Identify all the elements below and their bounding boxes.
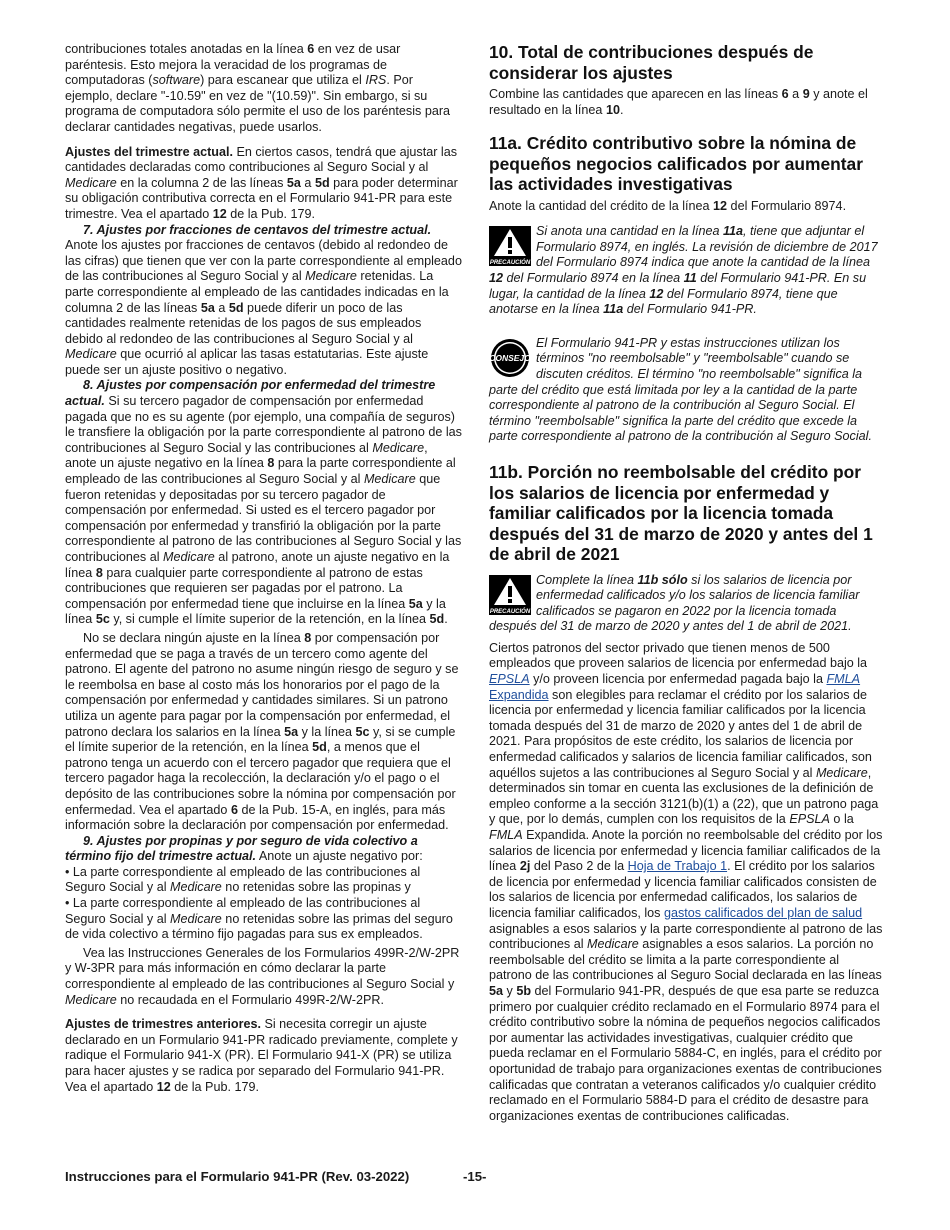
inline-link[interactable]: EPSLA: [489, 672, 530, 687]
inline-link[interactable]: gastos calificados del plan de salud: [663, 905, 863, 920]
bold-text: 5a: [489, 983, 504, 998]
bold-text: 5c: [355, 724, 370, 739]
tip-icon: [489, 338, 531, 378]
bold-text: 5b: [516, 983, 532, 998]
bold-text: 8: [267, 456, 275, 471]
caution-note-11a: [489, 224, 884, 318]
italic-text: FMLA: [489, 828, 523, 842]
paragraph-prior-quarter-adjustments: Ajustes de trimestres anteriores. Si necesita corregir un ajuste declarado en un Formulario 941-PR radicado previamente, complete y radique el Formulario 941-X (PR). El Formulario 941-X (PR) se utiliza para hacer ajustes y se radica por separado del Formulario 941-PR. Vea el apartado 12 de la Pub. 179.: [65, 1017, 458, 1094]
tip-text: El Formulario 941-PR y estas instrucciones utilizan los términos "no reembolsable" y "reembolsable" cuando se discuten créditos. El término "no reembolsable" significa la parte del crédito que está limitada por ley a la cantidad de la parte correspondiente al patrono de la contribución al Seguro Social. El término "reembolsable" significa la parte del crédito que excede la parte correspondiente al patrono de la contribución al Seguro Social.: [489, 335, 872, 444]
bold-text: 5a: [408, 596, 423, 611]
caution-text-11a: Si anota una cantidad en la línea 11a, tiene que adjuntar el Formulario 8974, en inglés. La revisión de diciembre de 2017 del Formulario 8974 indica que anote la cantidad de la línea 12 del Formulario 8974 en la línea 11 del Formulario 941-PR. En su lugar, la cantidad de la línea 12 del Formulario 8974, tiene que anotarse en la línea 11a del Formulario 941-PR.: [489, 224, 878, 317]
paragraph-negative-amounts: contribuciones totales anotadas en la línea 6 en vez de usar paréntesis. Esto mejora la veracidad de los programas de computadoras (software) para escanear que utiliza el IRS. Por ejemplo, declare "-10.59" en vez de "(10.59)". Sin embargo, si su programa de computadora sólo permite el uso de los paréntesis para declarar cantidades negativas, puede usarlos.: [65, 42, 451, 134]
italic-text: EPSLA: [789, 812, 830, 827]
bold-text: 5d: [314, 175, 330, 190]
bold-text: 5a: [286, 175, 301, 190]
inline-link[interactable]: Expandida: [489, 687, 549, 702]
italic-text: Medicare: [65, 992, 117, 1007]
caution-icon: [489, 226, 531, 266]
caution-text-11b: Complete la línea 11b sólo si los salarios de licencia por enfermedad calificados y/o los salarios de licencia familiar calificados se pagaron en 2022 por la licencia tomada después del 31 de marzo de 2020 y antes del 1 de abril de 2021.: [489, 572, 860, 634]
caution-icon-label: PRECAUCIÓN: [489, 260, 531, 267]
italic-text: IRS: [365, 73, 387, 88]
bold-text: 5d: [429, 612, 445, 627]
bold-text: 5a: [284, 724, 299, 739]
paragraph-line-8: 8. Ajustes por compensación por enfermedad del trimestre actual. Si su tercero pagador de compensación por enfermedad pagada que no es su agente (por ejemplo, una compañía de seguros) le transfiere la obligación por la parte correspondiente al patrono de las contribuciones al Seguro Social y las contribuciones al Medicare, anote un ajuste negativo en la línea 8 para la parte correspondiente al empleado de las contribuciones al Seguro Social y al Medicare que fueron retenidas y depositadas por su tercero pagador de compensación por enfermedad. Si usted es el tercero pagador por compensación por enfermedad y transfirió la obligación por la parte correspondiente al patrono de las contribuciones al Seguro Social y las contribuciones al Medicare al patrono, anote un ajuste negativo en la línea 8 para cualquier parte correspondiente al patrono de estas contribuciones que requieren ser pagadas por el patrono. La compensación por enfermedad tiene que incluirse en la línea 5a y la línea 5c y, si cumple el límite superior de la retención, en la línea 5d.: [65, 378, 462, 627]
italic-text: Medicare: [363, 472, 416, 487]
italic-text: Medicare: [815, 765, 868, 780]
left-column: [65, 42, 462, 1095]
paragraph-see-instructions: Vea las Instrucciones Generales de los Formularios 499R-2/W-2PR y W-3PR para más información en cómo declarar la parte correspondiente al empleado de las contribuciones al Seguro Social y Medicare no recaudada en el Formulario 499R-2/W-2PR.: [65, 945, 460, 1007]
inline-link[interactable]: FMLA: [826, 672, 861, 687]
italic-text: Medicare: [65, 347, 117, 362]
italic-text: Medicare: [170, 880, 222, 895]
bold-text: 11: [683, 271, 697, 286]
italic-text: software: [152, 73, 201, 88]
paragraph-line-9: 9. Ajustes por propinas y por seguro de vida colectivo a término fijo del trimestre actual. Anote un ajuste negativo por:: [65, 833, 423, 864]
bold-text: 8. Ajustes por compensación por enfermedad del trimestre actual.: [65, 378, 436, 409]
bullet-life-insurance: • La parte correspondiente al empleado de las contribuciones al Seguro Social y al Medicare no retenidas sobre las primas del seguro de vida colectivo a término fijo pagadas para sus ex empleados.: [65, 896, 453, 942]
right-column: [489, 42, 884, 1124]
bold-text: 6: [307, 42, 315, 56]
paragraph-line-8-agent: No se declara ningún ajuste en la línea 8 por compensación por enfermedad que se paga a través de un tercero como agente del patrono. El agente del patrono no asume ningún riesgo de seguro y se le reembolsa en base al costo más los honorarios por el pago de la compensación por enfermedad y cantidades similares. Si un patrono utiliza un agente para pagar por la compensación por enfermedad, el patrono declara los salarios en la línea 5a y la línea 5c y, si se cumple el límite superior de la retención, en la línea 5d, a menos que el patrono tenga un acuerdo con el tercero pagador que requiera que el tercero pagador haga la recolección, la declaración y/o el pago o el depósito de las contribuciones sobre la nómina por compensación por enfermedad. Vea el apartado 6 de la Pub. 15-A, en inglés, para más información sobre la declaración por compensación por enfermedad.: [65, 630, 459, 833]
bold-text: Ajustes de trimestres anteriores.: [65, 1017, 261, 1032]
caution-icon-label: PRECAUCIÓN: [489, 608, 531, 615]
bold-text: 11a: [722, 224, 744, 239]
page-number: -15-: [463, 1169, 487, 1184]
heading-line-11b: 11b. Porción no reembolsable del crédito por los salarios de licencia por enfermedad y familiar calificados por la licencia tomada después del 31 de marzo de 2020 y antes del 1 de abril de 2021: [489, 462, 873, 564]
bold-text: 8: [304, 630, 312, 645]
bold-text: Ajustes del trimestre actual.: [65, 144, 233, 159]
bold-text: 11b sólo: [637, 572, 688, 587]
bold-text: 7. Ajustes por fracciones de centavos del trimestre actual.: [83, 222, 432, 237]
heading-line-11a: 11a. Crédito contributivo sobre la nómina de pequeños negocios calificados por aumentar las actividades investigativas: [489, 133, 863, 195]
caution-icon: [489, 575, 531, 615]
italic-text: Medicare: [163, 550, 215, 564]
bold-text: 2j: [519, 859, 531, 874]
paragraph-line-7: 7. Ajustes por fracciones de centavos del trimestre actual. Anote los ajustes por fracciones de centavos (debido al redondeo de las cifras) que tienen que ver con la parte correspondiente al empleado de las contribuciones al Seguro Social y al Medicare retenidas. La parte correspondiente al empleado de las cantidades indicadas en la columna 2 de las líneas 5a a 5d puede diferir un poco de las cantidades realmente retenidas de los pagos de sus empleados debido al redondeo de las contribuciones al Seguro Social y al Medicare que ocurrió al aplicar las tasas estatutarias. Este ajuste puede ser un ajuste positivo o negativo.: [65, 222, 462, 377]
inline-link[interactable]: Hoja de Trabajo 1: [627, 859, 728, 874]
bold-text: 10: [605, 102, 620, 117]
bold-text: 5c: [95, 612, 110, 627]
paragraph-line-10: Combine las cantidades que aparecen en las líneas 6 a 9 y anote el resultado en la línea 10.: [489, 87, 868, 117]
tip-note: [489, 336, 884, 445]
italic-text: Medicare: [170, 911, 222, 926]
bold-text: 12: [649, 286, 664, 301]
bold-text: 6: [781, 87, 789, 101]
bold-text: 12: [713, 198, 728, 213]
bold-text: 8: [95, 565, 103, 580]
heading-line-10: 10. Total de contribuciones después de considerar los ajustes: [489, 42, 814, 83]
italic-text: Medicare: [305, 269, 357, 284]
italic-text: Medicare: [587, 937, 639, 952]
tip-icon-label: CONSEJO: [489, 352, 531, 363]
bold-text: 12: [212, 206, 227, 221]
paragraph-line-11b: Ciertos patronos del sector privado que tienen menos de 500 empleados que proveen salarios de licencia por enfermedad bajo la EPSLA y/o proveen licencia por enfermedad pagada bajo la FMLA Expandida son elegibles para reclamar el crédito por los salarios de licencia por enfermedad y licencia familiar calificados por la licencia tomada después del 31 de marzo de 2020 y antes del 1 de abril de 2021. Para propósitos de este crédito, los salarios de licencia por enfermedad calificados y salarios de licencia familiar calificados, son aquéllos sujetos a las contribuciones al Seguro Social y al Medicare, determinados sin tomar en cuenta las exclusiones de la definición de empleo conforme a la sección 3121(b)(1) a (22), que un patrono paga y que, por lo demás, cumplen con los requisitos de la EPSLA o la FMLA Expandida. Anote la porción no reembolsable del crédito por los salarios de licencia por enfermedad y licencia familiar calificados de la línea 2j del Paso 2 de la Hoja de Trabajo 1. El crédito por los salarios de licencia por enfermedad y licencia familiar calificados consisten de los salarios de licencia por enfermedad calificados, los salarios de licencia familiar calificados, los gastos calificados del plan de salud asignables a esos salarios y la parte correspondiente al patrono de las contribuciones al Medicare asignables a esos salarios. La porción no reembolsable del crédito se limita a la parte correspondiente al patrono de las contribuciones al Seguro Social declarada en las líneas 5a y 5b del Formulario 941-PR, después de que esa parte se reduzca primero por cualquier crédito reclamado en el Formulario 8974 para el crédito contributivo sobre la nómina de pequeños negocios calificados por aumentar las actividades investigativas, cualquier crédito que pueda reclamar en el Formulario 5884-C, en inglés, para el crédito por oportunidad de trabajo para organizaciones exentas de contribuciones calificadas que contratan a veteranos calificados y/o cualquier crédito reclamado en el Formulario 5884-D para el crédito de desastre para organizaciones exentas de contribuciones calificadas.: [489, 640, 883, 1123]
bold-text: 9: [802, 87, 810, 101]
bold-text: 12: [489, 271, 504, 286]
bold-text: 5d: [228, 300, 244, 315]
italic-text: Medicare: [372, 440, 425, 455]
caution-note-11b: [489, 573, 884, 635]
bold-text: 5a: [200, 300, 215, 315]
paragraph-current-quarter-adjustments: Ajustes del trimestre actual. En ciertos casos, tendrá que ajustar las cantidades declaradas como contribuciones al Seguro Social y al Medicare en la columna 2 de las líneas 5a a 5d para poder determinar su obligación contributiva correcta en el Formulario 941-PR para este trimestre. Vea el apartado 12 de la Pub. 179.: [65, 144, 458, 221]
bold-text: 12: [156, 1079, 171, 1094]
italic-text: Medicare: [65, 175, 117, 190]
footer-title: Instrucciones para el Formulario 941-PR (Rev. 03-2022): [65, 1169, 410, 1184]
bullet-tips: • La parte correspondiente al empleado de las contribuciones al Seguro Social y al Medicare no retenidas sobre las propinas y: [65, 864, 421, 895]
bold-text: 9. Ajustes por propinas y por seguro de vida colectivo a término fijo del trimestre actual.: [65, 833, 418, 864]
bold-text: 5d: [312, 740, 327, 755]
paragraph-line-11a: Anote la cantidad del crédito de la línea 12 del Formulario 8974.: [489, 198, 847, 213]
bold-text: 11a: [603, 302, 624, 317]
bold-text: 6: [230, 802, 238, 817]
